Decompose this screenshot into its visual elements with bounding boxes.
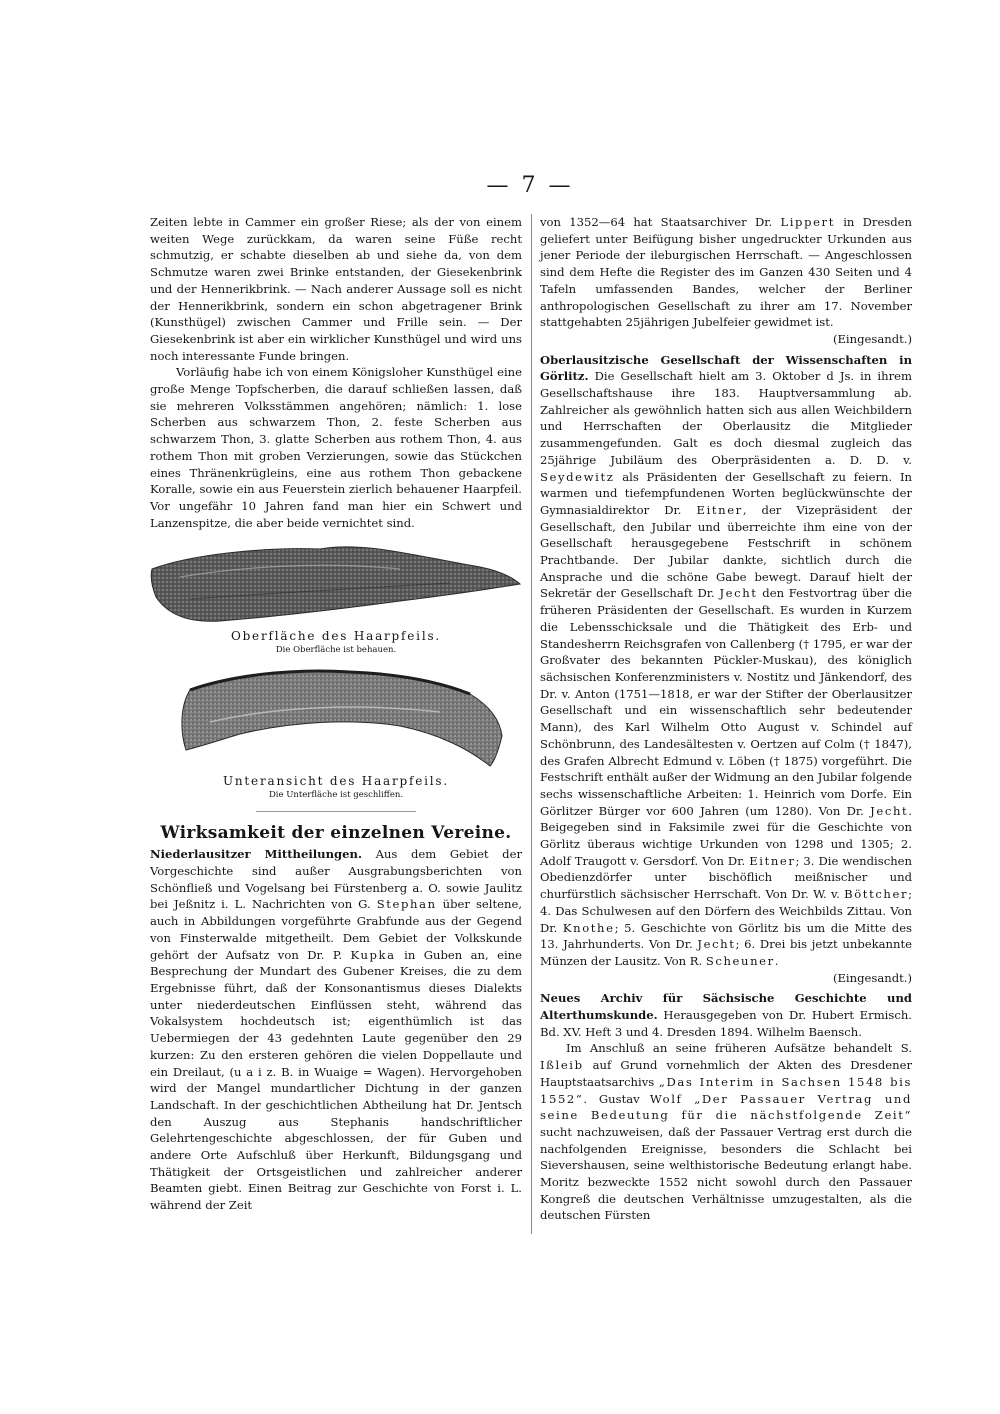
figure-2-caption: Die Unterfläche ist geschliffen. <box>268 790 404 801</box>
left-column <box>150 214 522 1214</box>
page-number: — 7 — <box>486 173 574 198</box>
right-paragraph-4: Im Anschluß an seine früheren Aufsätze behandelt S. Ißleib auf Grund vornehmlich der Akten des Dresdener Hauptstaatsarchivs „Das Interim in Sachsen 1548 bis 1552“. Gustav Wolf „Der Passauer Vertrag und seine Bedeutung für die nächstfolgende Zeit“ sucht nachzuweisen, daß der Passauer Vertrag erst durch die nachfolgenden Ereignisse, besonders die Schlacht bei Sievershausen, seine welthistorische Bedeutung erlangt habe. Moritz bezweckte 1552 nicht sowohl durch den Passauer Kongreß die deutschen Verhältnisse umzugestalten, als die deutschen Fürsten <box>540 1041 912 1223</box>
right-paragraph-2: Oberlausitzische Gesellschaft der Wissenschaften in Görlitz. Die Gesellschaft hielt am 3. Oktober d Js. in ihrem Gesellschaftshause ihre 183. Hauptversammlung ab. Zahlreicher als gewöhnlich hatten sich aus allen Weichbildern und Herrschaften der Oberlausitz die Mitglieder zusammengefunden. Galt es doch diesmal zugleich das 25jährige Jubiläum des Oberpräsidenten a. D. D. v. Seydewitz als Präsidenten der Gesellschaft zu feiern. In warmen und tiefempfundenen Worten beglückwünschte der Gymnasialdirektor Dr. Eitner, der Vizepräsident der Gesellschaft, den Jubilar und überreichte ihm eine von der Gesellschaft herausgegebene Festschrift in schönem Prachtbande. Der Jubilar dankte, sichtlich durch die Ansprache und die schöne Gabe bewegt. Darauf hielt der Sekretär der Gesellschaft Dr. Jecht den Festvortrag über die früheren Präsidenten der Gesellschaft. Es wurden in Kurzem die Lebensschicksale und die Thätigkeit des Erb- und Standesherrn Reichsgrafen von Callenberg († 1795, er war der Großvater des bekannten Pückler-Muskau), des königlich sächsischen Konferenzministers v. Nostitz und Jänkendorf, des Dr. v. Anton (1751—1818, er war der Stifter der Oberlausitzer Gesellschaft und ein wissenschaftlich sehr bedeutender Mann), des Karl Wilhelm Otto August v. Schindel auf Schönbrunn, des Landesältesten v. Oertzen auf Colm († 1847), des Grafen Albrecht Edmund v. Löben († 1875) vorgeführt. Die Festschrift enthält außer der Widmung an den Jubilar folgende sechs wissenschaftliche Arbeiten: 1. Heinrich vom Dorfe. Ein Görlitzer Bürger vor 600 Jahren (um 1280). Von Dr. Jecht. Beigegeben sind in Faksimile zwei für die Geschichte von Görlitz überaus wichtige Urkunden von 1298 und 1305; 2. Adolf Traugott v. Gersdorf. Von Dr. Eitner; 3. Die wendischen Obedienzdörfer unter bischöflich meißnischer und churfürstlich sächsischer Herrschaft. Von Dr. W. v. Böttcher; 4. Das Schulwesen auf den Dörfern des Weichbilds Zittau. Von Dr. Knothe; 5. Geschichte von Görlitz bis um die Mitte des 13. Jahrhunderts. Von Dr. Jecht; 6. Drei bis jetzt unbekannte Münzen der Lausitz. Von R. Scheuner. <box>540 352 912 968</box>
hairpin-bottom-image <box>150 662 522 772</box>
left-paragraph-3: Niederlausitzer Mittheilungen. Aus dem Gebiet der Vorgeschichte sind außer Ausgrabungsberichten von Schönfließ und Vogelsang bei Fürstenberg a. O. sowie Jaulitz bei Jeßnitz i. L. Nachrichten von G. Stephan über seltene, auch in Abbildungen vorgeführte Grabfunde aus der Gegend von Finsterwalde mitgetheilt. Dem Gebiet der Volkskunde gehört der Aufsatz von Dr. P. Kupka in Guben an, eine Besprechung der Mundart des Gubener Kreises, die zu dem Ergebnisse führt, daß der Konsonantismus dieses Dialekts unter niederdeutschen Einflüssen steht, während das Vokalsystem hochdeutsch ist; eigenthümlich ist das Uebermiegen der 43 gedehnten Laute gegenüber den 29 kurzen: Zu den ersteren gehören die vielen Doppellaute und ein Dreilaut, (u a i z. B. in Wuaige = Wagen). Hervorgehoben wird der Mangel mundartlicher Dichtung in der ganzen Landschaft. In der geschichtlichen Abtheilung hat Dr. Jentsch den Auszug aus Stephanis handschriftlicher Gelehrtengeschichte abgeschlossen, der für Guben und andere Orte Aufschluß über Herkunft, Bildungsgang und Thätigkeit der Ortsgeistlichen und zahlreicher anderer Beamten giebt. Einen Beitrag zur Geschichte von Forst i. L. während der Zeit <box>150 847 523 1213</box>
left-paragraph-1: Zeiten lebte in Cammer ein großer Riese; als der von einem weiten Wege zurückkam, da waren seine Füße recht schmutzig, er schabte dieselben ab und siehe da, von dem Schmutze waren zwei Brinke entstanden, der Giesekenbrink und der Hennerikbrink. — Nach anderer Aussage soll es nicht der Hennerikbrink, sondern ein schon abgetragener Brink (Kunsthügel) zwischen Cammer und Frille sein. — Der Giesekenbrink ist aber ein wirklicher Kunsthügel und wird uns noch interessante Funde bringen. <box>150 215 522 363</box>
section-heading: Wirksamkeit der einzelnen Vereine. <box>160 823 512 844</box>
right-column <box>540 214 912 1224</box>
signature-eingesandt-1: (Eingesandt.) <box>832 331 912 346</box>
figure-top-surface <box>150 537 522 812</box>
column-divider <box>531 214 532 1234</box>
figure-1-caption: Die Oberfläche ist behauen. <box>275 645 397 656</box>
signature-eingesandt-2: (Eingesandt.) <box>832 970 912 985</box>
right-paragraph-3: Neues Archiv für Sächsische Geschichte und Alterthumskunde. Herausgegeben von Dr. Hubert Ermisch. Bd. XV. Heft 3 und 4. Dresden 1894. Wilhelm Baensch. <box>540 991 912 1039</box>
society-name-oberlausitz: Oberlausitzische Gesellschaft der Wissenschaften in Görlitz. <box>540 352 912 384</box>
figure-divider <box>256 811 416 812</box>
figure-2-title: Unteransicht des Haarpfeils. <box>222 774 449 789</box>
left-paragraph-2: Vorläufig habe ich von einem Königsloher Kunsthügel eine große Menge Topfscherben, die darauf schließen lassen, daß sie mehreren Volksstämmen angehören; nämlich: 1. lose Scherben aus schwarzem Thon, 2. feste Scherben aus schwarzem Thon, 3. glatte Scherben aus rothem Thon, 4. aus rothem Thon mit groben Verzierungen, sowie das Stückchen eines Thränenkrügleins, eine aus rothem Thon gebackene Koralle, sowie ein aus Feuerstein zierlich behauener Haarpfeil. Vor ungefähr 10 Jahren fand man hier ein Schwert und Lanzenspitze, die aber beide vernichtet sind. <box>150 365 522 530</box>
right-paragraph-1: von 1352—64 hat Staatsarchiver Dr. Lippert in Dresden geliefert unter Beifügung bisher ungedruckter Urkunden aus jener Periode der ileburgischen Herrschaft. — Angeschlossen sind dem Hefte die Register des im Ganzen 430 Seiten und 4 Tafeln umfassenden Bandes, welcher der Berliner anthropologischen Gesellschaft zu ihrer am 17. November stattgehabten 25jährigen Jubelfeier gewidmet ist. <box>540 215 912 330</box>
figure-1-title: Oberfläche des Haarpfeils. <box>230 629 442 644</box>
society-name-niederlausitz: Niederlausitzer Mittheilungen. <box>150 847 362 862</box>
journal-name-neues-archiv: Neues Archiv für Sächsische Geschichte und Alterthumskunde. <box>540 991 912 1023</box>
hairpin-top-image <box>150 537 522 627</box>
